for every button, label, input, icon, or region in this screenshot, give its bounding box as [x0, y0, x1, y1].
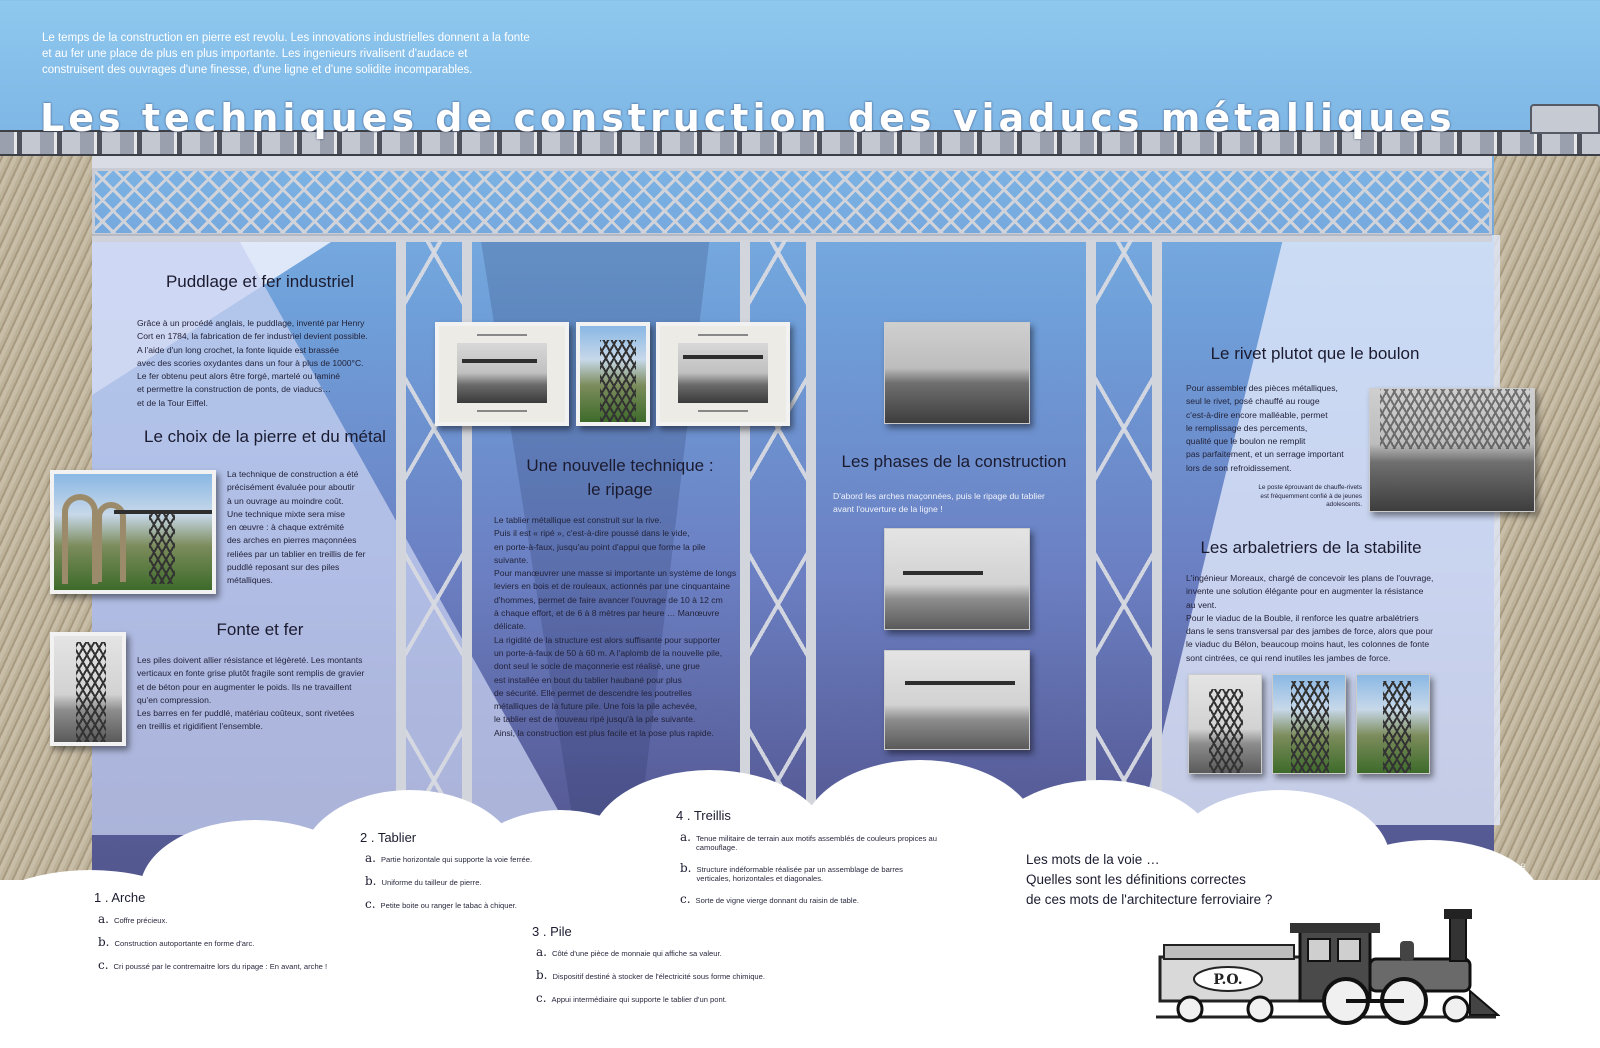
ripage-title-line1: Une nouvelle technique : — [526, 456, 714, 475]
section-title-arbaletriers: Les arbaletriers de la stabilite — [1200, 538, 1422, 557]
quiz-option[interactable]: a. Partie horizontale qui supporte la voie ferrée. — [365, 851, 533, 865]
quiz-option[interactable]: b. Dispositif destiné à stocker de l'électricité sous forme chimique. — [536, 968, 765, 982]
rivet-photo-caption: Le poste éprouvant de chauffe-rivets est fréquemment confié à de jeunes adolescents. — [1258, 484, 1362, 508]
quiz-item-1-options — [98, 912, 327, 981]
quiz-item-4-options — [680, 830, 980, 915]
ripage-title-line2: le ripage — [587, 480, 653, 499]
section-body-arbaletriers: L'ingénieur Moreaux, chargé de concevoir les plans de l'ouvrage, invente une solution élégante pour en augmenter la résistance au vent. Pour le viaduc de la Bouble, il renforce les quatre arbalétriers dans le sens transversal par des jambes de force, alors que pour le viaduc du Bélon, beaucoup moins haut, les colonnes de fonte sont cintrées, ce qui rend inutiles les jambes de force. — [1186, 573, 1434, 663]
viaduct-pier — [1086, 240, 1162, 820]
photo-viaduct-color — [50, 470, 216, 594]
section-body-puddlage: Grâce à un procédé anglais, le puddlage, inventé par Henry Cort en 1784, la fabrication de fer industriel devient possible. A l'aide d'un long crochet, la fonte liquide est brassée avec des scories oxydantes dans un four à plus de 1000°C. Le fer obtenu peut alors être forgé, martelé ou laminé et permettre la construction de ponts, de viaducs… et de la Tour Eiffel. — [137, 318, 368, 408]
locomotive-icon — [1150, 905, 1500, 1030]
section-title-puddlage: Puddlage et fer industriel — [165, 272, 355, 291]
section-title-choix: Le choix de la pierre et du métal — [144, 427, 386, 446]
train-car-icon — [1530, 104, 1600, 134]
viaduct-truss — [92, 168, 1492, 236]
quiz-item-2-heading: 2 . Tablier — [360, 830, 417, 845]
section-title-fonte: Fonte et fer — [216, 620, 304, 639]
photo-arbaletrier-3 — [1356, 674, 1430, 774]
section-body-phases: D'abord les arches maçonnées, puis le ripage du tablier avant l'ouverture de la ligne ! — [833, 491, 1045, 515]
section-body-fonte: Les piles doivent allier résistance et légèreté. Les montants verticaux en fonte grise plutôt fragile sont remplis de gravier et de béton pour en augmenter le poids. Ils ne travaillent qu'en compression. Les barres en fer puddlé, matériau coûteux, sont rivetées en treillis et rigidifient l'ensemble. — [137, 655, 365, 732]
quiz-option[interactable]: c. Appui intermédiaire qui supporte le tablier d'un pont. — [536, 991, 727, 1005]
quiz-item-4-heading: 4 . Treillis — [676, 808, 731, 823]
quiz-option[interactable]: c. Petite boite ou ranger le tabac à chiquer. — [365, 897, 517, 911]
quiz-option[interactable]: b. Construction autoportante en forme d'arc. — [98, 935, 255, 949]
intro-text: Le temps de la construction en pierre est revolu. Les innovations industrielles donnent a la fonte et au fer une place de plus en plus importante. Les ingenieurs rivalisent d'audace et construisent des ouvrages d'une finesse, d'une ligne et d'une solidite incomparables. — [42, 32, 530, 76]
photo-rivet-workers — [1369, 388, 1535, 512]
quiz-answers: Réponses : 1b - 2a - 3c - 4b — [1520, 863, 1527, 950]
section-title-rivet: Le rivet plutot que le boulon — [1210, 344, 1420, 363]
photo-arbaletrier-1 — [1188, 674, 1262, 774]
quiz-item-3-options — [536, 945, 765, 1014]
quiz-option[interactable]: c. Cri poussé par le contremaitre lors du ripage : En avant, arche ! — [98, 958, 328, 972]
quiz-item-1-heading: 1 . Arche — [94, 890, 146, 905]
quiz-item-3-heading: 3 . Pile — [532, 924, 572, 939]
section-body-ripage: Le tablier métallique est construit sur la rive. Puis il est « ripé », c'est-à-dire poussé dans le vide, en porte-à-faux, jusqu'au point d'appui que forme la pile suivante. Pour manœuvrer une masse si importante un système de longs leviers en bois et de rouleaux, actionnés par une cinquantaine d'hommes, permet de faire avancer l'ouvrage de 10 à 12 cm à chaque effort, et de 6 à 8 mètres par heure … Manœuvre délicate. La rigidité de la structure est alors suffisante pour supporter un porte-à-faux de 50 à 60 m. A l'aplomb de la nouvelle pile, dont seul le socle de maçonnerie est réalisé, une grue est installée en bout du tablier haubané pour plus de sécurité. Elle permet de descendre les poutrelles métalliques de la future pile. Une fois la pile achevée, le tablier est de nouveau ripé jusqu'à la pile suivante. Ainsi, la construction est plus facile et la pose plus rapide. — [494, 515, 737, 738]
quiz-option[interactable]: c. Sorte de vigne vierge donnant du raisin de table. — [680, 892, 859, 906]
section-body-choix: La technique de construction a été précisément évaluée pour aboutir à un ouvrage au moindre coût. Une technique mixte sera mise en œuvre : à chaque extrémité des arches en pierres maçonnées reliées par un tablier en treillis de fer puddlé reposant sur des piles métalliques. — [227, 469, 366, 586]
quiz-option[interactable]: a. Tenue militaire de terrain aux motifs assemblés de couleurs propices au camouflage. — [680, 830, 937, 852]
locomotive-plate: P.O. — [1213, 972, 1243, 988]
photo-ripage-archive-1 — [435, 322, 569, 426]
photo-phases-1 — [884, 322, 1030, 424]
page-title: Les techniques de construction des viaducs métalliques — [40, 96, 1456, 140]
quiz-option[interactable]: b. Structure indéformable réalisée par un assemblage de barres verticales, horizontales et diagonales. — [680, 861, 903, 883]
quiz-option[interactable]: b. Uniforme du tailleur de pierre. — [365, 874, 482, 888]
section-title-phases: Les phases de la construction — [841, 452, 1067, 471]
photo-arbaletrier-2 — [1272, 674, 1346, 774]
photo-ripage-archive-2 — [656, 322, 790, 426]
photo-phases-3 — [884, 650, 1030, 750]
photo-ripage-color — [576, 322, 650, 426]
section-body-rivet: Pour assembler des pièces métalliques, seul le rivet, posé chauffé au rouge c'est-à-dire encore malléable, permet le remplissage des percements, qualité que le boulon ne remplit pas parfaitement, et un serrage important lors de son refroidissement. — [1186, 383, 1344, 473]
quiz-item-2-options — [365, 851, 532, 920]
quiz-option[interactable]: a. Coffre précieux. — [98, 912, 168, 926]
photo-pier-bw — [50, 632, 126, 746]
quiz-question: Les mots de la voie … Quelles sont les définitions correctes de ces mots de l'architecture ferroviaire ? — [1026, 852, 1273, 907]
photo-phases-2 — [884, 528, 1030, 630]
section-title-ripage — [500, 454, 740, 502]
quiz-option[interactable]: a. Côté d'une pièce de monnaie qui affiche sa valeur. — [536, 945, 722, 959]
